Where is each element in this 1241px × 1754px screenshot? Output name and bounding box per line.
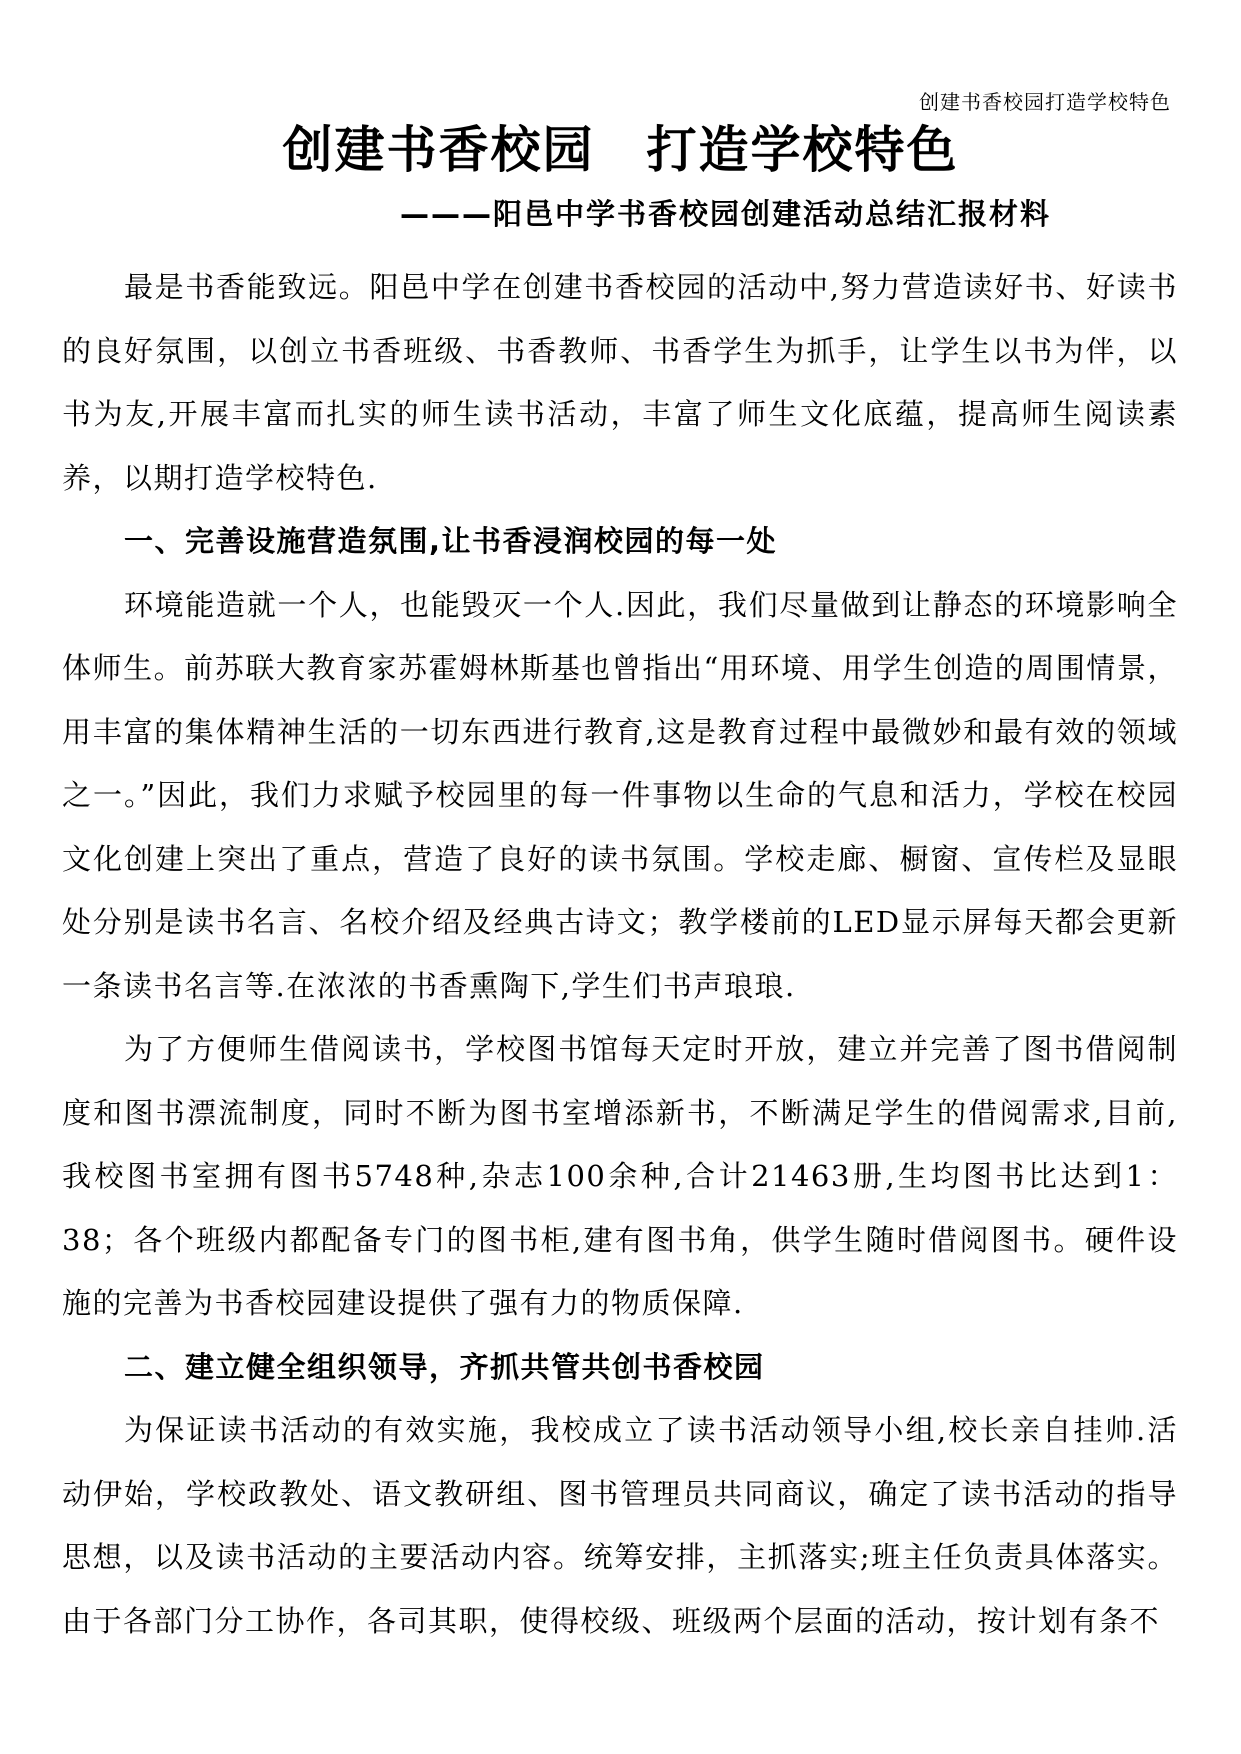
paragraph-intro: 最是书香能致远。阳邑中学在创建书香校园的活动中,努力营造读好书、好读书的良好氛围，以创立书香班级、书香教师、书香学生为抓手，让学生以书为伴，以书为友,开展丰富而扎实的师生读书活动，丰富了师生文化底蕴，提高师生阅读素养，以期打造学校特色.	[62, 270, 1178, 495]
section-heading-2: 二、建立健全组织领导，齐抓共管共创书香校园	[124, 1349, 765, 1384]
document-body	[62, 256, 1178, 1653]
running-header: 创建书香校园打造学校特色	[919, 90, 1171, 114]
page-title: 创建书香校园 打造学校特色	[282, 121, 959, 179]
section-heading-1: 一、完善设施营造氛围,让书香浸润校园的每一处	[124, 524, 778, 558]
paragraph-library: 为了方便师生借阅读书，学校图书馆每天定时开放，建立并完善了图书借阅制度和图书漂流制度，同时不断为图书室增添新书，不断满足学生的借阅需求,目前,我校图书室拥有图书5748种,杂志100余种,合计21463册,生均图书比达到1：38；各个班级内都配备专门的图书柜,建有图书角，供学生随时借阅图书。硬件设施的完善为书香校园建设提供了强有力的物质保障.	[62, 1032, 1178, 1320]
paragraph-environment: 环境能造就一个人，也能毁灭一个人.因此，我们尽量做到让静态的环境影响全体师生。前苏联大教育家苏霍姆林斯基也曾指出“用环境、用学生创造的周围情景，用丰富的集体精神生活的一切东西进行教育,这是教育过程中最微妙和最有效的领域之一。”因此，我们力求赋予校园里的每一件事物以生命的气息和活力，学校在校园文化创建上突出了重点，营造了良好的读书氛围。学校走廊、橱窗、宣传栏及显眼处分别是读书名言、名校介绍及经典古诗文；教学楼前的LED显示屏每天都会更新一条读书名言等.在浓浓的书香熏陶下,学生们书声琅琅.	[62, 587, 1178, 1003]
paragraph-organization: 为保证读书活动的有效实施，我校成立了读书活动领导小组,校长亲自挂帅.活动伊始，学校政教处、语文教研组、图书管理员共同商议，确定了读书活动的指导思想，以及读书活动的主要活动内容。统筹安排，主抓落实;班主任负责具体落实。由于各部门分工协作，各司其职，使得校级、班级两个层面的活动，按计划有条不	[62, 1413, 1178, 1638]
page-subtitle: ———阳邑中学书香校园创建活动总结汇报材料	[400, 197, 1052, 231]
